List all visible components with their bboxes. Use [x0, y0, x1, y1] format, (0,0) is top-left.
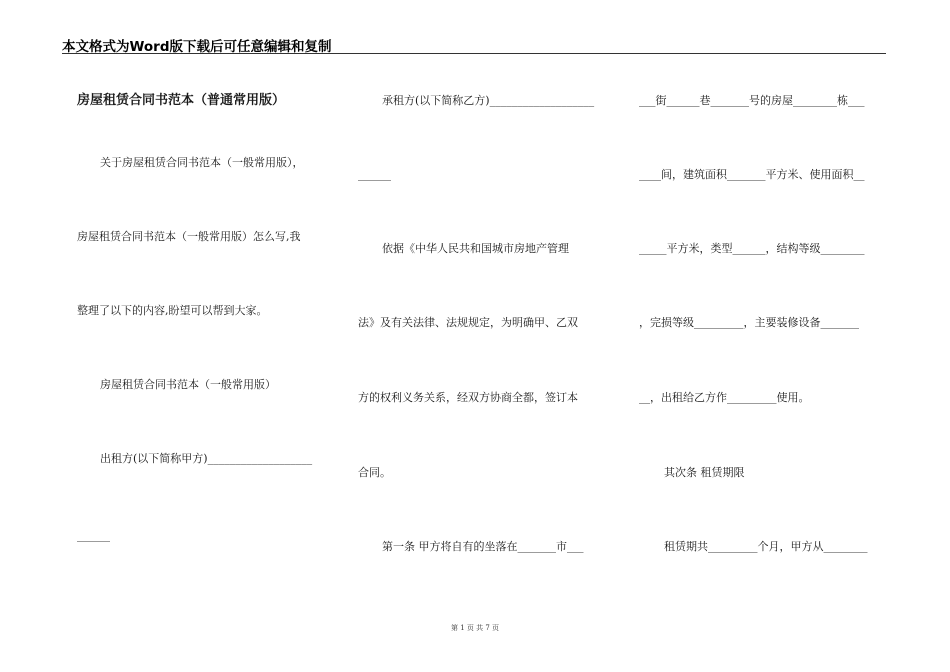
paragraph-line: 依据《中华人民共和国城市房地产管理: [382, 242, 569, 255]
document-title: 房屋租赁合同书范本（普通常用版）: [77, 93, 286, 108]
lessor-line: 出租方(以下简称甲方)___________________: [100, 452, 313, 465]
paragraph-line: 方的权利义务关系，经双方协商全都，签订本: [358, 391, 578, 404]
blank-line: ______: [358, 168, 391, 181]
paragraph-line: ____间，建筑面积_______平方米、使用面积__: [639, 168, 865, 181]
blank-line: ______: [77, 529, 110, 542]
download-notice: 本文格式为Word版下载后可任意编辑和复制: [62, 39, 332, 55]
paragraph-line: 房屋租赁合同书范本（一般常用版）怎么写,我: [77, 230, 301, 243]
lessee-line: 承租方(以下简称乙方)___________________: [382, 94, 595, 107]
paragraph-line: ___街______巷_______号的房屋________栋___: [639, 94, 865, 107]
section-heading: 房屋租赁合同书范本（一般常用版）: [100, 378, 276, 391]
page-number: 第 1 页 共 7 页: [450, 624, 500, 632]
paragraph-line: __，出租给乙方作_________使用。: [639, 391, 810, 404]
paragraph-line: 合同。: [358, 466, 391, 479]
paragraph-line: ，完损等级_________，主要装修设备_______: [639, 316, 859, 329]
paragraph-line: 法》及有关法律、法规规定，为明确甲、乙双: [358, 316, 578, 329]
article-2-heading: 其次条 租赁期限: [664, 466, 745, 479]
paragraph-line: 整理了以下的内容,盼望可以帮到大家。: [77, 304, 268, 317]
header-divider: [62, 53, 886, 54]
article-1-line: 第一条 甲方将自有的坐落在_______市___: [382, 540, 584, 553]
paragraph-line: _____平方米，类型______，结构等级________: [639, 242, 865, 255]
paragraph-line: 关于房屋租赁合同书范本（一般常用版），: [100, 156, 304, 169]
paragraph-line: 租赁期共_________个月，甲方从________: [664, 540, 868, 553]
